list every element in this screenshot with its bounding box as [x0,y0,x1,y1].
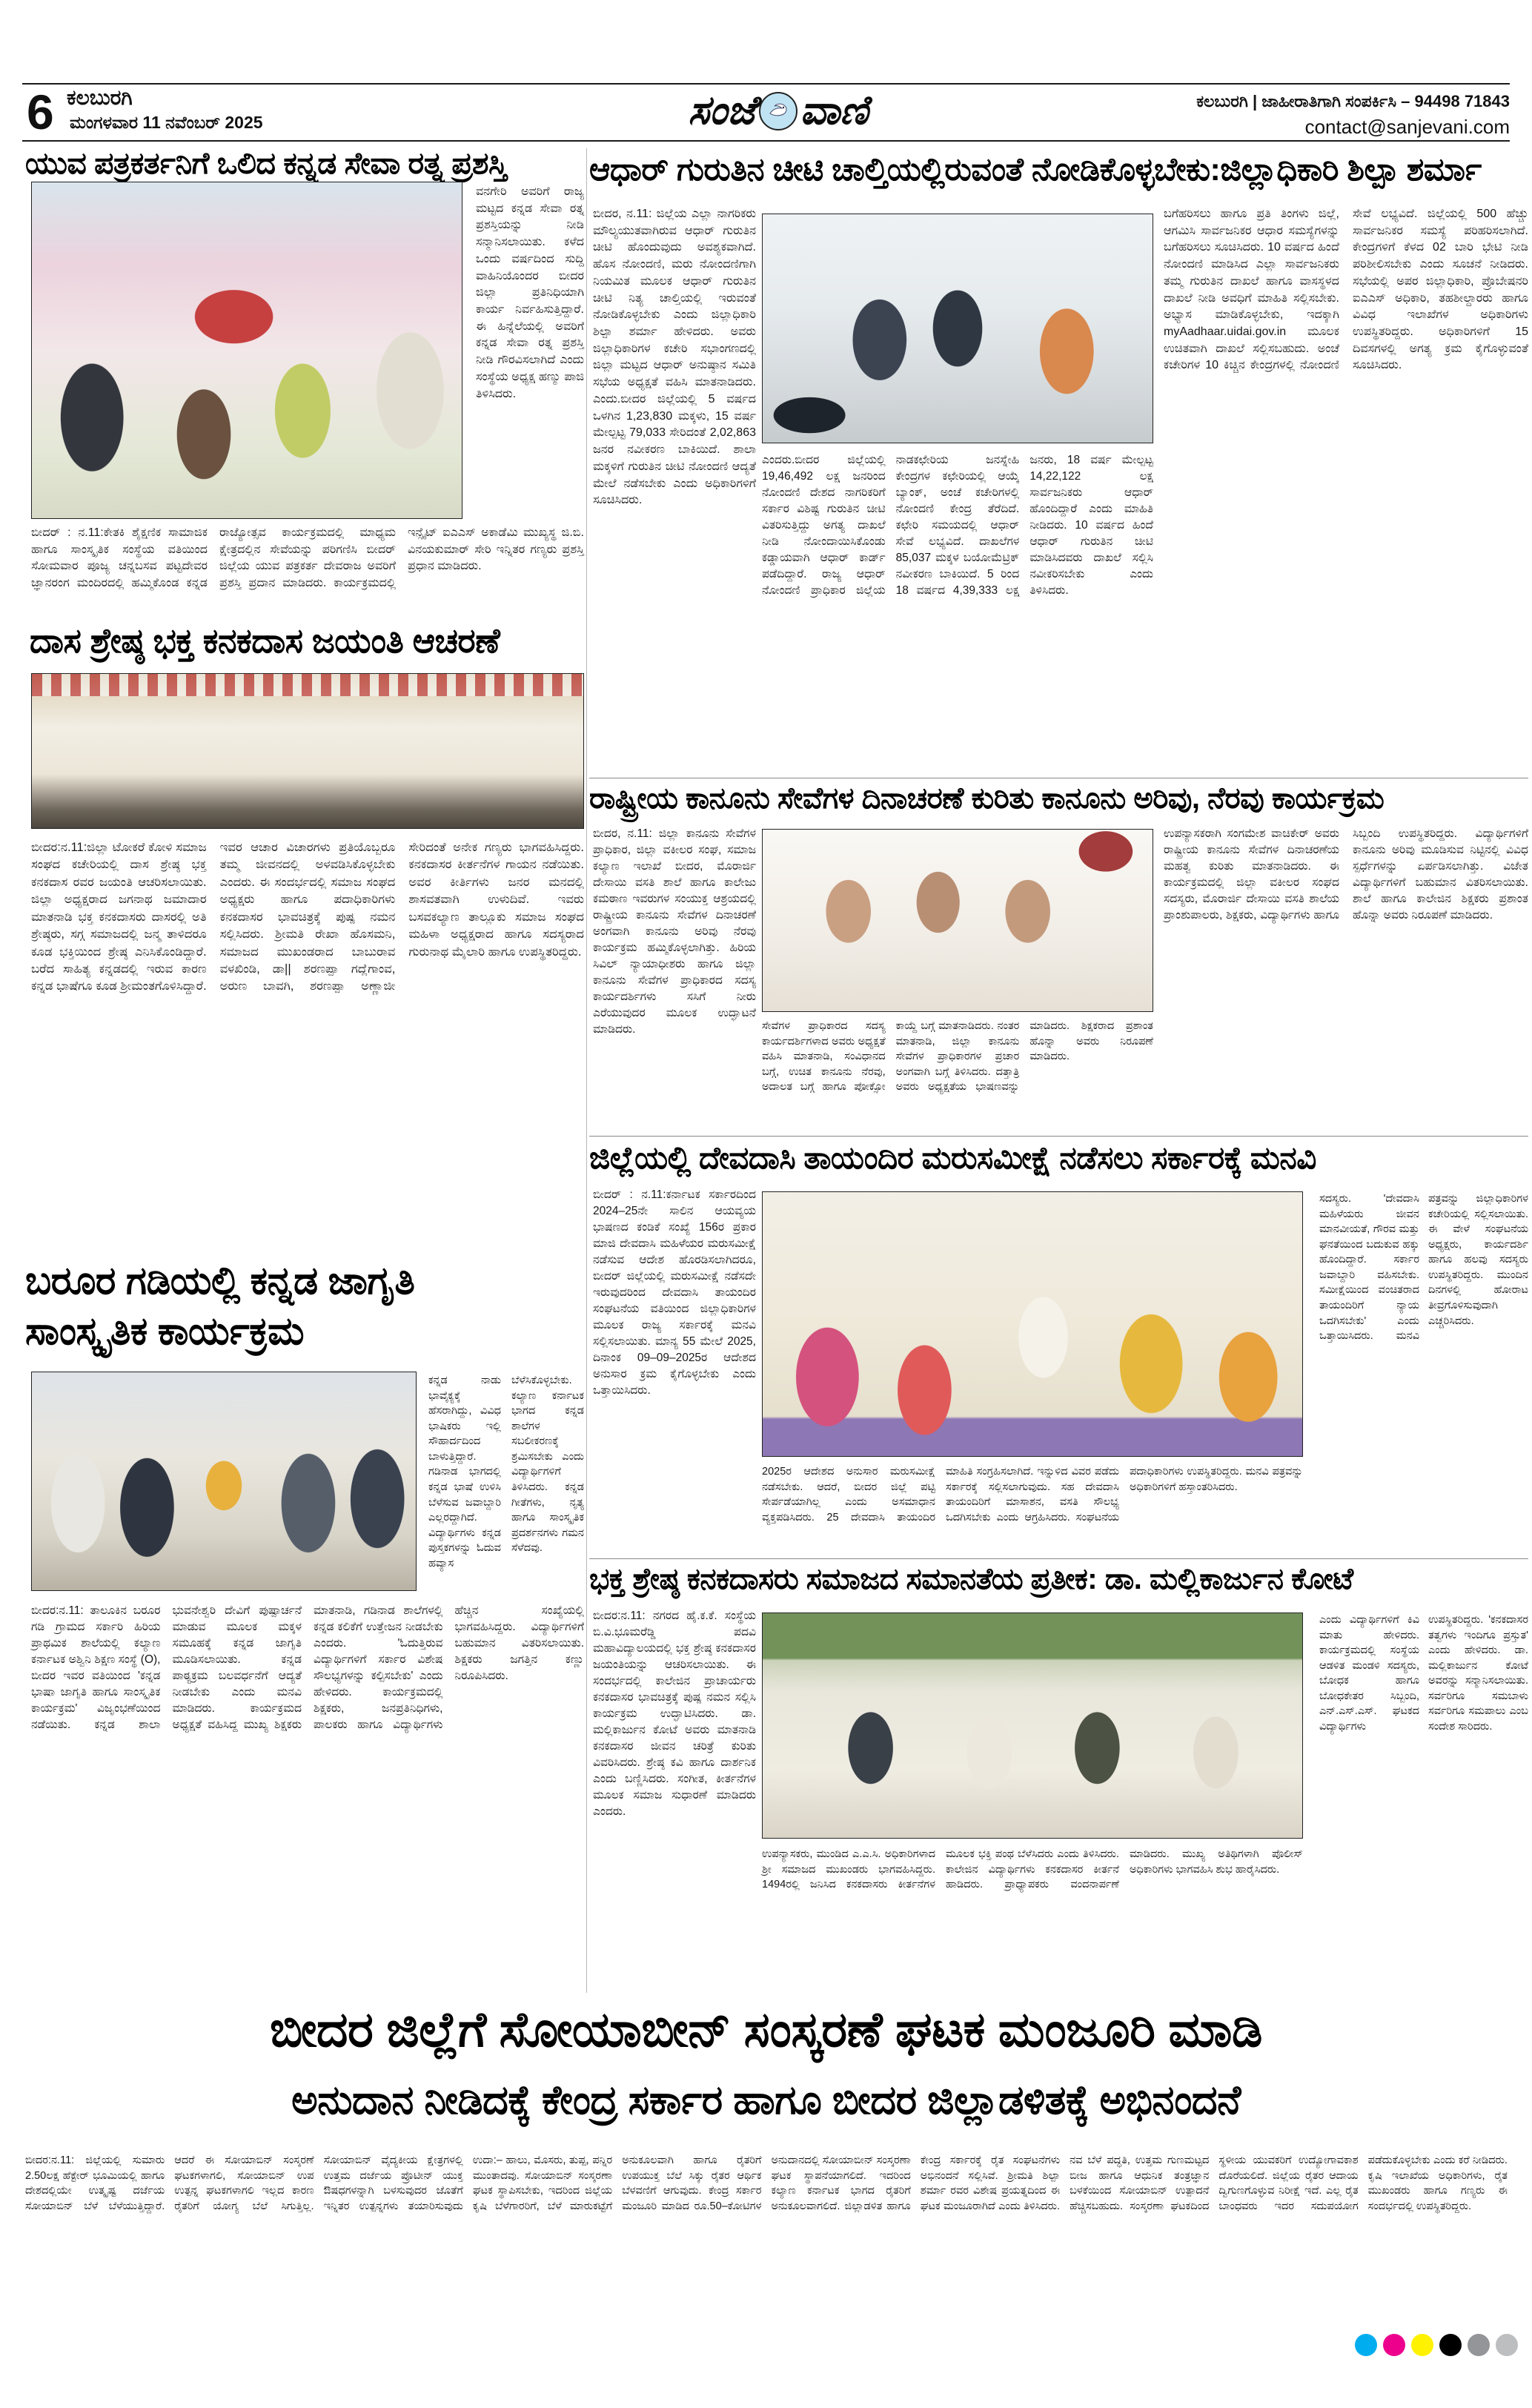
jayanti-photo [31,673,584,829]
side-columns: ಕನ್ನಡ ನಾಡು ಭಾವೈಕ್ಯಕ್ಕೆ ಹೆಸರಾಗಿದ್ದು, ವಿವಿಧ ಭಾಷಿಕರು ಇಲ್ಲಿ ಸೌಹಾರ್ದದಿಂದ ಬಾಳುತ್ತಿದ್ದಾರೆ. ಗಡಿನಾಡ ಭಾಗದಲ್ಲಿ ಕನ್ನಡ ಭಾಷೆ ಉಳಿಸಿ ಬೆಳೆಸುವ ಜವಾಬ್ದಾರಿ ಎಲ್ಲರದ್ದಾಗಿದೆ. ವಿದ್ಯಾರ್ಥಿಗಳು ಕನ್ನಡ ಪುಸ್ತಕಗಳನ್ನು ಓದುವ ಹವ್ಯಾಸ ಬೆಳೆಸಿಕೊಳ್ಳಬೇಕು. ಕಲ್ಯಾಣ ಕರ್ನಾಟಕ ಭಾಗದ ಕನ್ನಡ ಶಾಲೆಗಳ ಸಬಲೀಕರಣಕ್ಕೆ ಶ್ರಮಿಸಬೇಕು ಎಂದು ವಿದ್ಯಾರ್ಥಿಗಳಿಗೆ ತಿಳಿಸಿದರು. ಕನ್ನಡ ಗೀತೆಗಳು, ನೃತ್ಯ ಹಾಗೂ ಸಾಂಸ್ಕೃತಿಕ ಪ್ರದರ್ಶನಗಳು ಗಮನ ಸೆಳೆದವು. [428,1375,584,1570]
gray-dot [1468,2334,1490,2356]
headline: ಜಿಲ್ಲೆಯಲ್ಲಿ ದೇವದಾಸಿ ತಾಯಂದಿರ ಮರುಸಮೀಕ್ಷೆ ನಡೆಸಲು ಸರ್ಕಾರಕ್ಕೆ ಮನವಿ [589,1140,1316,1175]
barura-photo [31,1372,417,1591]
lightgray-dot [1496,2334,1518,2356]
article-kannada-seva-ratna-award [22,147,584,615]
masthead-top-rule [22,83,1510,85]
yellow-dot [1411,2334,1433,2356]
article-kanakadasa-jayanti [22,617,584,1256]
left-column: ಬೀದರ, ನ.11: ಜಿಲ್ಲಾ ಕಾನೂನು ಸೇವೆಗಳ ಪ್ರಾಧಿಕಾರ, ಜಿಲ್ಲಾ ವಕೀಲರ ಸಂಘ, ಸಮಾಜ ಕಲ್ಯಾಣ ಇಲಾಖೆ ಬೀದರ, ಮೊರಾರ್ಜಿ ದೇಸಾಯಿ ವಸತಿ ಶಾಲೆ ಹಾಗೂ ಕಾಲೇಜು ಕಮಠಾಣ ಇವರುಗಳ ಸಂಯುಕ್ತ ಆಶ್ರಯದಲ್ಲಿ ರಾಷ್ಟ್ರೀಯ ಕಾನೂನು ಸೇವೆಗಳ ದಿನಾಚರಣೆ ಅಂಗವಾಗಿ ಕಾನೂನು ಅರಿವು ನೆರವು ಕಾರ್ಯಕ್ರಮ ಹಮ್ಮಿಕೊಳ್ಳಲಾಗಿತ್ತು. ಹಿರಿಯ ಸಿವಿಲ್ ನ್ಯಾಯಾಧೀಶರು ಹಾಗೂ ಜಿಲ್ಲಾ ಕಾನೂನು ಸೇವೆಗಳ ಪ್ರಾಧಿಕಾರದ ಸದಸ್ಯ ಕಾರ್ಯದರ್ಶಿಗಳು ಸಸಿಗೆ ನೀರು ಎರೆಯುವುದರ ಮೂಲಕ ಉದ್ಘಾಟನೆ ಮಾಡಿದರು. [593,827,756,1036]
article-soybean-processing-unit [22,1996,1510,2381]
advertising-contact: ಕಲಬುರಗಿ | ಜಾಹೀರಾತಿಗಾಗಿ ಸಂಪರ್ಕಿಸಿ – 94498 71843 [1196,92,1510,110]
masthead-bottom-rule [22,140,1510,142]
article-barura-kannada-jagruti [22,1260,584,1994]
below-photo-columns: 2025ರ ಆದೇಶದ ಅನುಸಾರ ಮರುಸಮೀಕ್ಷೆ ನಡೆಸಬೇಕು. ಆದರೆ, ಬೀದರ ಜಿಲ್ಲೆ ಪಟ್ಟಿ ಸೇರ್ಪಡೆಯಾಗಿಲ್ಲ ಎಂದು ಅಸಮಾಧಾನ ವ್ಯಕ್ತಪಡಿಸಿದರು. 25 ದೇವದಾಸಿ ತಾಯಂದಿರ ಮಾಹಿತಿ ಸಂಗ್ರಹಿಸಲಾಗಿದೆ. ಇನ್ನುಳಿದ ವಿವರ ಪಡೆದು ಸರ್ಕಾರಕ್ಕೆ ಸಲ್ಲಿಸಲಾಗುವುದು. ಸಹ ದೇವದಾಸಿ ತಾಯಂದಿರಿಗೆ ಮಾಸಾಶನ, ವಸತಿ ಸೌಲಭ್ಯ ಒದಗಿಸಬೇಕು ಎಂದು ಆಗ್ರಹಿಸಿದರು. ಸಂಘಟನೆಯ ಪದಾಧಿಕಾರಿಗಳು ಉಪಸ್ಥಿತರಿದ್ದರು. ಮನವಿ ಪತ್ರವನ್ನು ಅಧಿಕಾರಿಗಳಿಗೆ ಹಸ್ತಾಂತರಿಸಿದರು. [762,1466,1303,1524]
cyan-dot [1355,2334,1377,2356]
newspaper-logo [652,87,904,134]
side-column: ವನಗೇರಿ ಅವರಿಗೆ ರಾಜ್ಯ ಮಟ್ಟದ ಕನ್ನಡ ಸೇವಾ ರತ್ನ ಪ್ರಶಸ್ತಿಯನ್ನು ನೀಡಿ ಸನ್ಮಾನಿಸಲಾಯಿತು. ಕಳೆದ ಒಂದು ವರ್ಷದಿಂದ ಸುದ್ದಿ ವಾಹಿನಿಯೊಂದರ ಬೀದರ ಜಿಲ್ಲಾ ಪ್ರತಿನಿಧಿಯಾಗಿ ಕಾರ್ಯ ನಿರ್ವಹಿಸುತ್ತಿದ್ದಾರೆ. ಈ ಹಿನ್ನೆಲೆಯಲ್ಲಿ ಅವರಿಗೆ ಕನ್ನಡ ಸೇವಾ ರತ್ನ ಪ್ರಶಸ್ತಿ ನೀಡಿ ಗೌರವಿಸಲಾಗಿದೆ ಎಂದು ಸಂಸ್ಥೆಯ ಅಧ್ಯಕ್ಷ ಹಣ್ಮು ಪಾಜಿ ತಿಳಿಸಿದರು. [476,185,584,400]
body-columns: ಬೀದರ:ನ.11: ಜಿಲ್ಲೆಯಲ್ಲಿ ಸುಮಾರು 2.50ಲಕ್ಷ ಹೆಕ್ಟೇರ್ ಭೂಮಿಯಲ್ಲಿ ಹಾಗೂ ದೇಶದಲ್ಲಿಯೇ ಉತ್ಕೃಷ್ಟ ದರ್ಜೆಯ ಸೋಯಾಬಿನ್ ಬೆಳೆ ಬೆಳೆಯುತ್ತಿದ್ದಾರೆ. ಆದರೆ ಈ ಸೋಯಾಬಿನ್ ಸಂಸ್ಕರಣೆ ಘಟಕಗಳಾಗಲಿ, ಸೋಯಾಬಿನ್ ಉಪ ಉತ್ಪನ್ನ ಘಟಕಗಳಾಗಲಿ ಇಲ್ಲದ ಕಾರಣ ರೈತರಿಗೆ ಯೋಗ್ಯ ಬೆಲೆ ಸಿಗುತ್ತಿಲ್ಲ. ಸೋಯಾಬಿನ್ ವೈದ್ಯಕೀಯ ಕ್ಷೇತ್ರಗಳಲ್ಲಿ ಉತ್ತಮ ದರ್ಜೆಯ ಪ್ರೊಟೀನ್ ಯುಕ್ತ ಔಷಧಗಳನ್ನಾಗಿ ಬಳಸುವುದರ ಜೊತೆಗೆ ಇನ್ನಿತರ ಉತ್ಪನ್ನಗಳು ತಯಾರಿಸುವುದು ಉದಾ:– ಹಾಲು, ಮೊಸರು, ತುಪ್ಪ, ಪನ್ನಿರ ಮುಂತಾದವು. ಸೋಯಾಬಿನ್ ಸಂಸ್ಕರಣಾ ಘಟಕ ಸ್ಥಾಪಿಸಬೇಕು, ಇದರಿಂದ ಜಿಲ್ಲೆಯ ಕೃಷಿ ಬೆಳೆಗಾರರಿಗೆ, ಬೆಳೆ ಮಾರುಕಟ್ಟೆಗೆ ಅನುಕೂಲವಾಗಿ ಹಾಗೂ ರೈತರಿಗೆ ಉಪಯುಕ್ತ ಬೆಲೆ ಸಿಕ್ಕು ರೈತರ ಆರ್ಥಿಕ ಬೆಳವಣಿಗೆ ಆಗುವುದು. ಕೇಂದ್ರ ಸರ್ಕಾರ ಮಂಜೂರಿ ಮಾಡಿದ ರೂ.50–ಕೋಟಿಗಳ ಅನುದಾನದಲ್ಲಿ ಸೋಯಾಬೀನ್ ಸಂಸ್ಕರಣಾ ಘಟಕ ಸ್ಥಾಪನೆಯಾಗಲಿದೆ. ಇದರಿಂದ ಕಲ್ಯಾಣ ಕರ್ನಾಟಕ ಭಾಗದ ರೈತರಿಗೆ ಅನುಕೂಲವಾಗಲಿದೆ. ಜಿಲ್ಲಾಡಳಿತ ಹಾಗೂ ಕೇಂದ್ರ ಸರ್ಕಾರಕ್ಕೆ ರೈತ ಸಂಘಟನೆಗಳು ಅಭಿನಂದನೆ ಸಲ್ಲಿಸಿವೆ. ಶ್ರೀಮತಿ ಶಿಲ್ಪಾ ಶರ್ಮಾ ರವರ ವಿಶೇಷ ಪ್ರಯತ್ನದಿಂದ ಈ ಘಟಕ ಮಂಜೂರಾಗಿದೆ ಎಂದು ತಿಳಿಸಿದರು. ನವ ಬೆಳೆ ಪದ್ಧತಿ, ಉತ್ತಮ ಗುಣಮಟ್ಟದ ಬೀಜ ಹಾಗೂ ಆಧುನಿಕ ತಂತ್ರಜ್ಞಾನ ಬಳಕೆಯಿಂದ ಸೋಯಾಬಿನ್ ಉತ್ಪಾದನೆ ಹೆಚ್ಚಿಸಬಹುದು. ಸಂಸ್ಕರಣಾ ಘಟಕದಿಂದ ಸ್ಥಳೀಯ ಯುವಕರಿಗೆ ಉದ್ಯೋಗಾವಕಾಶ ದೊರೆಯಲಿದೆ. ಜಿಲ್ಲೆಯ ರೈತರ ಆದಾಯ ದ್ವಿಗುಣಗೊಳ್ಳುವ ನಿರೀಕ್ಷೆ ಇದೆ. ಎಲ್ಲ ರೈತ ಬಾಂಧವರು ಇದರ ಸದುಪಯೋಗ ಪಡೆದುಕೊಳ್ಳಬೇಕು ಎಂದು ಕರೆ ನೀಡಿದರು. ಕೃಷಿ ಇಲಾಖೆಯ ಅಧಿಕಾರಿಗಳು, ರೈತ ಮುಖಂಡರು ಹಾಗೂ ಗಣ್ಯರು ಈ ಸಂದರ್ಭದಲ್ಲಿ ಉಪಸ್ಥಿತರಿದ್ದರು. [25,2154,1508,2212]
right-columns: ಉಪನ್ಯಾಸಕರಾಗಿ ಸಂಗಮೇಶ ವಾಚಿಕೇರ್ ಅವರು ರಾಷ್ಟ್ರೀಯ ಕಾನೂನು ಸೇವೆಗಳ ದಿನಾಚರಣೆಯ ಮಹತ್ವ ಕುರಿತು ಮಾತನಾಡಿದರು. ಈ ಕಾರ್ಯಕ್ರಮದಲ್ಲಿ ಜಿಲ್ಲಾ ವಕೀಲರ ಸಂಘದ ಸದಸ್ಯರು, ಮೊರಾರ್ಜಿ ದೇಸಾಯಿ ವಸತಿ ಶಾಲೆಯ ಪ್ರಾಂಶುಪಾಲರು, ಶಿಕ್ಷಕರು, ವಿದ್ಯಾರ್ಥಿಗಳು ಹಾಗೂ ಸಿಬ್ಬಂದಿ ಉಪಸ್ಥಿತರಿದ್ದರು. ವಿದ್ಯಾರ್ಥಿಗಳಿಗೆ ಕಾನೂನು ಅರಿವು ಮೂಡಿಸುವ ನಿಟ್ಟಿನಲ್ಲಿ ವಿವಿಧ ಸ್ಪರ್ಧೆಗಳನ್ನು ಏರ್ಪಡಿಸಲಾಗಿತ್ತು. ವಿಜೇತ ವಿದ್ಯಾರ್ಥಿಗಳಿಗೆ ಬಹುಮಾನ ವಿತರಿಸಲಾಯಿತು. ಶಾಲೆ ಹಾಗೂ ಕಾಲೇಜಿನ ಶಿಕ್ಷಕರು ಪ್ರಶಾಂತ ಹೊನ್ನಾ ಅವರು ನಿರೂಪಣೆ ಮಾಡಿದರು. [1164,827,1528,922]
below-photo-columns: ಎಂದರು.ಬೀದರ ಜಿಲ್ಲೆಯಲ್ಲಿ 19,46,492 ಲಕ್ಷ ಜನರಿಂದ ನೋಂದಣಿ ದೇಶದ ನಾಗರಿಕರಿಗೆ ಸರ್ಕಾರ ವಿಶಿಷ್ಟ ಗುರುತಿನ ಚೀಟಿ ವಿತರಿಸುತ್ತಿದ್ದು ಅಗತ್ಯ ದಾಖಲೆ ನೀಡಿ ನೋಂದಾಯಿಸಿಕೊಂಡು ಕಡ್ಡಾಯವಾಗಿ ಆಧಾರ್ ಕಾರ್ಡ್ ಪಡೆದಿದ್ದಾರೆ. ರಾಜ್ಯ ಆಧಾರ್ ನೋಂದಣಿ ಪ್ರಾಧಿಕಾರ ಜಿಲ್ಲೆಯ ನಾಡಕಛೇರಿಯ ಜನಸ್ನೇಹಿ ಕೇಂದ್ರಗಳ ಕಛೇರಿಯಲ್ಲಿ ಆಯ್ಕೆ ಬ್ಯಾಂಕ್, ಅಂಚೆ ಕಚೇರಿಗಳಲ್ಲಿ ನೋಂದಣಿ ಕೇಂದ್ರ ತೆರೆದಿದೆ. ಕಛೇರಿ ಸಮಯದಲ್ಲಿ ಆಧಾರ್ ಸೇವೆ ಲಭ್ಯವಿದೆ. ದಾಖಲೆಗಳ 85,037 ಮಕ್ಕಳ ಬಯೋಮೆಟ್ರಿಕ್ ನವೀಕರಣ ಬಾಕಿಯಿದೆ. 5 ರಿಂದ 18 ವರ್ಷದ 4,39,333 ಲಕ್ಷ ಜನರು, 18 ವರ್ಷ ಮೇಲ್ಪಟ್ಟ 14,22,122 ಲಕ್ಷ ಸಾರ್ವಜನಿಕರು ಆಧಾರ್ ಹೊಂದಿದ್ದಾರೆ ಎಂದು ಮಾಹಿತಿ ನೀಡಿದರು. 10 ವರ್ಷದ ಹಿಂದೆ ಆಧಾರ್ ಗುರುತಿನ ಚೀಟಿ ಮಾಡಿಸಿದವರು ದಾಖಲೆ ಸಲ್ಲಿಸಿ ನವೀಕರಿಸಬೇಕು ಎಂದು ತಿಳಿಸಿದರು. [762,454,1153,597]
right-columns: ಎಂದು ವಿದ್ಯಾರ್ಥಿಗಳಿಗೆ ಕಿವಿ ಮಾತು ಹೇಳಿದರು. ಕಾರ್ಯಕ್ರಮದಲ್ಲಿ ಸಂಸ್ಥೆಯ ಆಡಳಿತ ಮಂಡಳಿ ಸದಸ್ಯರು, ಬೋಧಕ ಹಾಗೂ ಬೋಧಕೇತರ ಸಿಬ್ಬಂದಿ, ಎನ್.ಎಸ್.ಎಸ್. ಘಟಕದ ವಿದ್ಯಾರ್ಥಿಗಳು ಉಪಸ್ಥಿತರಿದ್ದರು. 'ಕನಕದಾಸರ ತತ್ವಗಳು ಇಂದಿಗೂ ಪ್ರಸ್ತುತ' ಎಂದು ಹೇಳಿದರು. ಡಾ. ಮಲ್ಲಿಕಾರ್ಜುನ ಕೋಟೆ ಅವರನ್ನು ಸನ್ಮಾನಿಸಲಾಯಿತು. ಸರ್ವರಿಗೂ ಸಮಬಾಳು ಸರ್ವರಿಗೂ ಸಮಪಾಲು ಎಂಬ ಸಂದೇಶ ಸಾರಿದರು. [1319,1614,1528,1733]
article-aadhaar-card [589,148,1532,777]
aadhaar-meeting-photo [762,214,1153,443]
headline: ರಾಷ್ಟ್ರೀಯ ಕಾನೂನು ಸೇವೆಗಳ ದಿನಾಚರಣೆ ಕುರಿತು ಕಾನೂನು ಅರಿವು, ನೆರವು ಕಾರ್ಯಕ್ರಮ [589,782,1385,815]
left-column: ಬೀದರ:ನ.11: ನಗರದ ಹೈ.ಕ.ಕೆ. ಸಂಸ್ಥೆಯ ಬಿ.ವಿ.ಭೂಮರೆಡ್ಡಿ ಪದವಿ ಮಹಾವಿದ್ಯಾಲಯದಲ್ಲಿ ಭಕ್ತ ಶ್ರೇಷ್ಠ ಕನಕದಾಸರ ಜಯಂತಿಯನ್ನು ಆಚರಿಸಲಾಯಿತು. ಈ ಸಂದರ್ಭದಲ್ಲಿ ಕಾಲೇಜಿನ ಪ್ರಾಚಾರ್ಯರು ಕನಕದಾಸರ ಭಾವಚಿತ್ರಕ್ಕೆ ಪುಷ್ಪ ನಮನ ಸಲ್ಲಿಸಿ ಕಾರ್ಯಕ್ರಮ ಉದ್ಘಾಟಿಸಿದರು. ಡಾ. ಮಲ್ಲಿಕಾರ್ಜುನ ಕೋಟೆ ಅವರು ಮಾತನಾಡಿ ಕನಕದಾಸರ ಜೀವನ ಚರಿತ್ರೆ ಕುರಿತು ವಿವರಿಸಿದರು. ಶ್ರೇಷ್ಠ ಕವಿ ಹಾಗೂ ದಾರ್ಶನಿಕ ಎಂದು ಬಣ್ಣಿಸಿದರು. ಸಂಗೀತ, ಕೀರ್ತನೆಗಳ ಮೂಲಕ ಸಮಾಜ ಸುಧಾರಣೆ ಮಾಡಿದರು ಎಂದರು. [593,1610,756,1818]
page-number: 6 [27,85,54,139]
article-legal-services-day [589,780,1532,1134]
logo-text-right: ವಾಣಿ [800,88,869,133]
black-dot [1439,2334,1462,2356]
logo-text-left: ಸಂಜೆ [688,88,756,133]
right-columns: ಬಗೆಹರಿಸಲು ಹಾಗೂ ಪ್ರತಿ ತಿಂಗಳು ಜಿಲ್ಲೆ, ಆಗಮಿಸಿ ಸಾರ್ವಜನಿಕರ ಆಧಾರ ಸಮಸ್ಯೆಗಳನ್ನು ಬಗೆಹರಿಸಲು ಸೂಚಿಸಿದರು. 10 ವರ್ಷದ ಹಿಂದೆ ನೋಂದಣಿ ಮಾಡಿಸಿದ ಎಲ್ಲಾ ಸಾರ್ವಜನಿಕರು ತಮ್ಮ ಗುರುತಿನ ದಾಖಲೆ ಹಾಗೂ ವಾಸಸ್ಥಳದ ದಾಖಲೆ ನೀಡಿ ಅವಧಿಗೆ ಮಾಹಿತಿ ಸಲ್ಲಿಸಬೇಕು. ಅಭ್ಯಾಸ ಮಾಡಿಕೊಳ್ಳಬೇಕು, ಇದಕ್ಕಾಗಿ myAadhaar.uidai.gov.in ಮೂಲಕ ಉಚಿತವಾಗಿ ದಾಖಲೆ ಸಲ್ಲಿಸಬಹುದು. ಅಂಚೆ ಕಚೇರಿಗಳ 10 ಕಿಚ್ಚಿನ ಕೇಂದ್ರಗಳಲ್ಲಿ ನೋಂದಣಿ ಸೇವೆ ಲಭ್ಯವಿದೆ. ಜಿಲ್ಲೆಯಲ್ಲಿ 500 ಹೆಚ್ಚು ಸಾರ್ವಜನಿಕರ ಸಮಸ್ಯೆ ಪರಿಹರಿಸಲಾಗಿದೆ. ಕೇಂದ್ರಗಳಿಗೆ ಕೆಳದ 02 ಬಾರಿ ಭೇಟಿ ನೀಡಿ ಪರಿಶೀಲಿಸಬೇಕು ಎಂದು ಸೂಚನೆ ನೀಡಿದರು. ಸಭೆಯಲ್ಲಿ ಅಪರ ಜಿಲ್ಲಾಧಿಕಾರಿ, ಪ್ರೊಬೇಷನರಿ ಐಎಎಸ್ ಅಧಿಕಾರಿ, ತಹಶೀಲ್ದಾರರು ಹಾಗೂ ವಿವಿಧ ಇಲಾಖೆಗಳ ಅಧಿಕಾರಿಗಳು ಉಪಸ್ಥಿತರಿದ್ದರು. ಅಧಿಕಾರಿಗಳಿಗೆ 15 ದಿವಸಗಳಲ್ಲಿ ಅಗತ್ಯ ಕ್ರಮ ಕೈಗೊಳ್ಳುವಂತೆ ಸೂಚಿಸಿದರು. [1164,208,1528,372]
headline: ಆಧಾರ್ ಗುರುತಿನ ಚೀಟಿ ಚಾಲ್ತಿಯಲ್ಲಿರುವಂತೆ ನೋಡಿಕೊಳ್ಳಬೇಕು:ಜಿಲ್ಲಾಧಿಕಾರಿ ಶಿಲ್ಪಾ ಶರ್ಮಾ [589,152,1482,188]
body-columns: ಬೀದರ:ನ.11: ತಾಲೂಕಿನ ಬರೂರ ಗಡಿ ಗ್ರಾಮದ ಸರ್ಕಾರಿ ಹಿರಿಯ ಪ್ರಾಥಮಿಕ ಶಾಲೆಯಲ್ಲಿ ಕಲ್ಯಾಣ ಕರ್ನಾಟಕ ಅಶ್ವಿನಿ ಶಿಕ್ಷಣ ಸಂಸ್ಥೆ (O), ಬೀದರ ಇವರ ವತಿಯಿಂದ 'ಕನ್ನಡ ಭಾಷಾ ಜಾಗೃತಿ ಹಾಗೂ ಸಾಂಸ್ಕೃತಿಕ ಕಾರ್ಯಕ್ರಮ' ವಿಜೃಂಭಣೆಯಿಂದ ನಡೆಯಿತು. ಕನ್ನಡ ಶಾಲಾ ಭುವನೇಶ್ವರಿ ದೇವಿಗೆ ಪುಷ್ಪಾರ್ಚನೆ ಮಾಡುವ ಮೂಲಕ ಮಕ್ಕಳ ಸಮೂಹಕ್ಕೆ ಕನ್ನಡ ಜಾಗೃತಿ ಮೂಡಿಸಲಾಯಿತು. ಕನ್ನಡ ಪಾಠ್ಯಕ್ರಮ ಬಲವರ್ಧನೆಗೆ ಆದ್ಯತೆ ನೀಡಬೇಕು ಎಂದು ಮನವಿ ಮಾಡಿದರು. ಕಾರ್ಯಕ್ರಮದ ಅಧ್ಯಕ್ಷತೆ ವಹಿಸಿದ್ದ ಮುಖ್ಯ ಶಿಕ್ಷಕರು ಮಾತನಾಡಿ, ಗಡಿನಾಡ ಶಾಲೆಗಳಲ್ಲಿ ಕನ್ನಡ ಕಲಿಕೆಗೆ ಉತ್ತೇಜನ ನೀಡಬೇಕು ಎಂದರು. 'ಓದುತ್ತಿರುವ ವಿದ್ಯಾರ್ಥಿಗಳಿಗೆ ಸರ್ಕಾರ ವಿಶೇಷ ಸೌಲಭ್ಯಗಳನ್ನು ಕಲ್ಪಿಸಬೇಕು' ಎಂದು ಹೇಳಿದರು. ಕಾರ್ಯಕ್ರಮದಲ್ಲಿ ಶಿಕ್ಷಕರು, ಜನಪ್ರತಿನಿಧಿಗಳು, ಪಾಲಕರು ಹಾಗೂ ವಿದ್ಯಾರ್ಥಿಗಳು ಹೆಚ್ಚಿನ ಸಂಖ್ಯೆಯಲ್ಲಿ ಭಾಗವಹಿಸಿದ್ದರು. ವಿದ್ಯಾರ್ಥಿಗಳಿಗೆ ಬಹುಮಾನ ವಿತರಿಸಲಾಯಿತು. ಶಿಕ್ಷಕರು ಜಗತ್ತಿನ ಕಣ್ಣು ನಿರೂಪಿಸಿದರು. [31,1604,584,1731]
award-photo [31,182,462,519]
left-column: ಬೀದರ್ : ನ.11:ಕರ್ನಾಟಕ ಸರ್ಕಾರದಿಂದ 2024–25ನೇ ಸಾಲಿನ ಆಯವ್ಯಯ ಭಾಷಣದ ಕಂಡಿಕೆ ಸಂಖ್ಯೆ 156ರ ಪ್ರಕಾರ ಮಾಜಿ ದೇವದಾಸಿ ಮಹಿಳೆಯರ ಮರುಸಮೀಕ್ಷೆ ನಡೆಸುವ ಆದೇಶ ಹೊರಡಿಸಲಾಗಿದರೂ, ಬೀದರ್ ಜಿಲ್ಲೆಯಲ್ಲಿ ಮರುಸಮೀಕ್ಷೆ ನಡೆಸದೇ ಇರುವುದರಿಂದ ದೇವದಾಸಿ ತಾಯಂದಿರ ಸಂಘಟನೆಯ ವತಿಯಿಂದ ಜಿಲ್ಲಾಧಿಕಾರಿಗಳ ಮೂಲಕ ರಾಜ್ಯ ಸರ್ಕಾರಕ್ಕೆ ಮನವಿ ಸಲ್ಲಿಸಲಾಯಿತು. ಮಾನ್ಯ 55 ಮೇಲೆ 2025, ದಿನಾಂಕ 09–09–2025ರ ಆದೇಶದ ಅನುಸಾರ ಕ್ರಮ ಕೈಗೊಳ್ಳಬೇಕು ಎಂದು ಒತ್ತಾಯಿಸಿದರು. [593,1188,756,1397]
article-kanakadasa-equality [589,1561,1532,1993]
section-divider [586,148,587,1993]
headline-line2: ಅನುದಾನ ನೀಡಿದಕ್ಕೆ ಕೇಂದ್ರ ಸರ್ಕಾರ ಹಾಗೂ ಬೀದರ ಜಿಲ್ಲಾಡಳಿತಕ್ಕೆ ಅಭಿನಂದನೆ [291,2078,1241,2123]
below-photo-columns: ಸೇವೆಗಳ ಪ್ರಾಧಿಕಾರದ ಸದಸ್ಯ ಕಾರ್ಯದರ್ಶಿಗಳಾದ ಅವರು ಅಧ್ಯಕ್ಷತೆ ವಹಿಸಿ ಮಾತನಾಡಿ, ಸಂವಿಧಾನದ ಬಗ್ಗೆ, ಉಚಿತ ಕಾನೂನು ನೆರವು, ಅದಾಲತ ಬಗ್ಗೆ ಹಾಗೂ ಪೋಕ್ಸೋ ಕಾಯ್ದೆ ಬಗ್ಗೆ ಮಾತನಾಡಿದರು. ನಂತರ ಮಾತನಾಡಿ, ಜಿಲ್ಲಾ ಕಾನೂನು ಸೇವೆಗಳ ಪ್ರಾಧಿಕಾರಗಳ ಪ್ರಚಾರ ಅಂಗವಾಗಿ ಬಗ್ಗೆ ತಿಳಿಸಿದರು. ದತ್ತಾತ್ರಿ ಅವರು ಅಧ್ಯಕ್ಷತೆಯ ಭಾಷಣವನ್ನು ಮಾಡಿದರು. ಶಿಕ್ಷಕರಾದ ಪ್ರಶಾಂತ ಹೊನ್ನಾ ಅವರು ನಿರೂಪಣೆ ಮಾಡಿದರು. [762,1020,1153,1094]
article-separator-3 [589,1558,1528,1559]
body-columns: ಬೀದರ್ : ನ.11:ಕೇತಕಿ ಶೈಕ್ಷಣಿಕ ಸಾಮಾಜಿಕ ಹಾಗೂ ಸಾಂಸ್ಕೃತಿಕ ಸಂಸ್ಥೆಯ ವತಿಯಿಂದ ಸೋಮವಾರ ಪೂಜ್ಯ ಚನ್ನಬಸವ ಪಟ್ಟದೇವರ ಜ್ಞಾನರಂಗ ಮಂದಿರದಲ್ಲಿ ಹಮ್ಮಿಕೊಂಡ ಕನ್ನಡ ರಾಜ್ಯೋತ್ಸವ ಕಾರ್ಯಕ್ರಮದಲ್ಲಿ ಮಾಧ್ಯಮ ಕ್ಷೇತ್ರದಲ್ಲಿನ ಸೇವೆಯನ್ನು ಪರಿಗಣಿಸಿ ಬೀದರ್ ಜಿಲ್ಲೆಯ ಯುವ ಪತ್ರಕರ್ತ ದೇವರಾಜ ಅವರಿಗೆ ಪ್ರಶಸ್ತಿ ಪ್ರದಾನ ಮಾಡಿದರು. ಕಾರ್ಯಕ್ರಮದಲ್ಲಿ ಇನ್ಸೈಟ್ ಐಎಎಸ್ ಅಕಾಡೆಮಿ ಮುಖ್ಯಸ್ಥ ಜಿ.ಬಿ. ವಿನಯಕುಮಾರ್ ಸೇರಿ ಇನ್ನಿತರ ಗಣ್ಯರು ಪ್ರಶಸ್ತಿ ಪ್ರಧಾನ ಮಾಡಿದರು. [31,526,584,590]
article-separator-2 [589,1136,1528,1137]
magenta-dot [1383,2334,1405,2356]
law-program-photo [762,829,1153,1012]
headline: ಯುವ ಪತ್ರಕರ್ತನಿಗೆ ಒಲಿದ ಕನ್ನಡ ಸೇವಾ ರತ್ನ ಪ್ರಶಸ್ತಿ [25,146,507,180]
print-registration-dots [1355,2334,1518,2356]
below-photo-columns: ಉಪನ್ಯಾಸಕರು, ಮುಂಡಿದ ಎ.ಎ.ಸಿ. ಅಧಿಕಾರಿಗಳಾದ ಶ್ರೀ ಸಮಾಜದ ಮುಖಂಡರು ಭಾಗವಹಿಸಿದ್ದರು. 1494ರಲ್ಲಿ ಜನಿಸಿದ ಕನಕದಾಸರು ಕೀರ್ತನೆಗಳ ಮೂಲಕ ಭಕ್ತಿ ಪಂಥ ಬೆಳೆಸಿದರು ಎಂದು ತಿಳಿಸಿದರು. ಕಾಲೇಜಿನ ವಿದ್ಯಾರ್ಥಿಗಳು ಕನಕದಾಸರ ಕೀರ್ತನೆ ಹಾಡಿದರು. ಪ್ರಾಧ್ಯಾಪಕರು ವಂದನಾರ್ಪಣೆ ಮಾಡಿದರು. ಮುಖ್ಯ ಅತಿಥಿಗಳಾಗಿ ಪೊಲೀಸ್ ಅಧಿಕಾರಿಗಳು ಭಾಗವಹಿಸಿ ಶುಭ ಹಾರೈಸಿದರು. [762,1848,1303,1891]
article-devadasi-resurvey [589,1138,1532,1558]
edition-date: ಮಂಗಳವಾರ 11 ನವೆಂಬರ್ 2025 [70,113,263,132]
headline-line1: ಬೀದರ ಜಿಲ್ಲೆಗೆ ಸೋಯಾಬೀನ್ ಸಂಸ್ಕರಣೆ ಘಟಕ ಮಂಜೂರಿ ಮಾಡಿ [270,2002,1262,2057]
masthead-contact-block [1196,92,1510,139]
headline: ದಾಸ ಶ್ರೇಷ್ಠ ಭಕ್ತ ಕನಕದಾಸ ಜಯಂತಿ ಆಚರಣೆ [30,621,500,660]
headline: ಭಕ್ತ ಶ್ರೇಷ್ಠ ಕನಕದಾಸರು ಸಮಾಜದ ಸಮಾನತೆಯ ಪ್ರತೀಕ: ಡಾ. ಮಲ್ಲಿಕಾರ್ಜುನ ಕೋಟೆ [589,1563,1353,1595]
right-columns: ಸದಸ್ಯರು. 'ದೇವದಾಸಿ ಮಹಿಳೆಯರು ಜೀವನ ಮಾನವೀಯತೆ, ಗೌರವ ಮತ್ತು ಘನತೆಯಿಂದ ಬದುಕುವ ಹಕ್ಕು ಹೊಂದಿದ್ದಾರೆ. ಸರ್ಕಾರ ಜವಾಬ್ದಾರಿ ವಹಿಸಬೇಕು. ಸಮೀಕ್ಷೆಯಿಂದ ವಂಚಿತರಾದ ತಾಯಂದಿರಿಗೆ ನ್ಯಾಯ ಒದಗಿಸಬೇಕು' ಎಂದು ಒತ್ತಾಯಿಸಿದರು. ಮನವಿ ಪತ್ರವನ್ನು ಜಿಲ್ಲಾಧಿಕಾರಿಗಳ ಕಚೇರಿಯಲ್ಲಿ ಸಲ್ಲಿಸಲಾಯಿತು. ಈ ವೇಳೆ ಸಂಘಟನೆಯ ಅಧ್ಯಕ್ಷರು, ಕಾರ್ಯದರ್ಶಿ ಹಾಗೂ ಹಲವು ಸದಸ್ಯರು ಉಪಸ್ಥಿತರಿದ್ದರು. ಮುಂದಿನ ದಿನಗಳಲ್ಲಿ ಹೋರಾಟ ತೀವ್ರಗೊಳಿಸುವುದಾಗಿ ಎಚ್ಚರಿಸಿದರು. [1319,1193,1528,1343]
body-columns: ಬೀದರ:ನ.11:ಜಿಲ್ಲಾ ಟೋಕರೆ ಕೋಳಿ ಸಮಾಜ ಸಂಘದ ಕಚೇರಿಯಲ್ಲಿ ದಾಸ ಶ್ರೇಷ್ಠ ಭಕ್ತ ಕನಕದಾಸ ರವರ ಜಯಂತಿ ಆಚರಿಸಲಾಯಿತು. ಜಿಲ್ಲಾ ಅಧ್ಯಕ್ಷರಾದ ಜಗನಾಥ ಜಮಾದಾರ ಮಾತನಾಡಿ ಭಕ್ತ ಕನಕದಾಸರು ದಾಸರಲ್ಲಿ ಅತಿ ಶ್ರೇಷ್ಠರು, ಸಗ್ಗ ಸಮಾಜದಲ್ಲಿ ಜನ್ಮ ತಾಳಿದರೂ ಕೂಡ ಭಕ್ತಿಯಿಂದ ಶ್ರೇಷ್ಠ ಎನಿಸಿಕೊಂಡಿದ್ದಾರೆ. ಬರೆದ ಸಾಹಿತ್ಯ ಕನ್ನಡದಲ್ಲಿ ಇರುವ ಕಾರಣ ಕನ್ನಡ ಭಾಷೆಗೂ ಕೂಡ ಶ್ರೀಮಂತಗೊಳಿಸಿದ್ದಾರೆ. ಇವರ ಆಚಾರ ವಿಚಾರಗಳು ಪ್ರತಿಯೊಬ್ಬರೂ ತಮ್ಮ ಜೀವನದಲ್ಲಿ ಅಳವಡಿಸಿಕೊಳ್ಳಬೇಕು ಎಂದರು. ಈ ಸಂದರ್ಭದಲ್ಲಿ ಸಮಾಜ ಸಂಘದ ಅಧ್ಯಕ್ಷರು ಹಾಗೂ ಪದಾಧಿಕಾರಿಗಳು ಕನಕದಾಸರ ಭಾವಚಿತ್ರಕ್ಕೆ ಪುಷ್ಪ ನಮನ ಸಲ್ಲಿಸಿದರು. ಶ್ರೀಮತಿ ರೇಖಾ ಹೊಸಮನಿ, ಸಮಾಜದ ಮುಖಂಡರಾದ ಬಾಬುರಾವ ವಳಖಿಂಡಿ, ಡಾ|| ಶರಣಪ್ಪಾ ಗದ್ಲೆಗಾಂವ, ಅರುಣ ಬಾವಗಿ, ಶರಣಪ್ಪಾ ಅಣ್ಣಾಜೀ ಸೇರಿದಂತೆ ಅನೇಕ ಗಣ್ಯರು ಭಾಗವಹಿಸಿದ್ದರು. ಕನಕದಾಸರ ಕೀರ್ತನೆಗಳ ಗಾಯನ ನಡೆಯಿತು. ಅವರ ಕೀರ್ತಿಗಳು ಜನರ ಮನದಲ್ಲಿ ಶಾಸವತವಾಗಿ ಉಳುದಿವೆ. ಇವರು ಬಸವಕಲ್ಯಾಣ ತಾಲ್ಲೂಕು ಸಮಾಜ ಸಂಘದ ಮಹಿಳಾ ಅಧ್ಯಕ್ಷರಾದ ಹಾಗೂ ಸದಸ್ಯರಾದ ಗುರುನಾಥ ಮೈಲಾರಿ ಹಾಗೂ ಉಪಸ್ಥಿತರಿದ್ದರು. [31,841,584,993]
college-jayanti-photo [762,1612,1303,1839]
devadasi-photo [762,1191,1303,1457]
edition-city: ಕಲಬುರಗಿ [67,86,133,109]
headline-line1: ಬರೂರ ಗಡಿಯಲ್ಲಿ ಕನ್ನಡ ಜಾಗೃತಿ [25,1260,415,1303]
headline-line2: ಸಾಂಸ್ಕೃತಿಕ ಕಾರ್ಯಕ್ರಮ [25,1310,305,1353]
dove-icon [759,92,797,130]
left-column: ಬೀದರ, ನ.11: ಜಿಲ್ಲೆಯ ಎಲ್ಲಾ ನಾಗರಿಕರು ಮೌಲ್ಯಯುತವಾಗಿರುವ ಆಧಾರ್ ಗುರುತಿನ ಚೀಟಿ ಹೊಂದುವುದು ಅವಶ್ಯಕವಾಗಿದೆ. ಹೊಸ ನೋಂದಣಿ, ಮರು ನೋಂದಣಿಗಾಗಿ ನಿಯಮಿತ ಮೂಲಕ ಆಧಾರ್ ಗುರುತಿನ ಚೀಟಿ ನಿತ್ಯ ಚಾಲ್ತಿಯಲ್ಲಿ ಇರುವಂತೆ ನೋಡಿಕೊಳ್ಳಬೇಕು ಎಂದು ಜಿಲ್ಲಾಧಿಕಾರಿ ಶಿಲ್ಪಾ ಶರ್ಮಾ ಹೇಳಿದರು. ಅವರು ಜಿಲ್ಲಾಧಿಕಾರಿಗಳ ಕಚೇರಿ ಸಭಾಂಗಣದಲ್ಲಿ ಜಿಲ್ಲಾ ಮಟ್ಟದ ಆಧಾರ್ ಅನುಷ್ಠಾನ ಸಮಿತಿ ಸಭೆಯ ಅಧ್ಯಕ್ಷತೆ ವಹಿಸಿ ಮಾತನಾಡಿದರು. ಎಂದು.ಬೀದರ ಜಿಲ್ಲೆಯಲ್ಲಿ 5 ವರ್ಷದ ಒಳಗಿನ 1,23,830 ಮಕ್ಕಳು, 15 ವರ್ಷ ಮೇಲ್ಪಟ್ಟ 79,033 ಸೇರಿದಂತೆ 2,02,863 ಜನರ ನವೀಕರಣ ಬಾಕಿಯಿದೆ. ಶಾಲಾ ಮಕ್ಕಳಿಗೆ ಗುರುತಿನ ಚೀಟಿ ನೋಂದಣಿ ಆದ್ಯತೆ ಮೇಲೆ ನಡೆಸಬೇಕು ಎಂದು ಅಧಿಕಾರಿಗಳಿಗೆ ಸೂಚಿಸಿದರು. [593,208,756,507]
contact-email: contact@sanjevani.com [1304,116,1510,138]
